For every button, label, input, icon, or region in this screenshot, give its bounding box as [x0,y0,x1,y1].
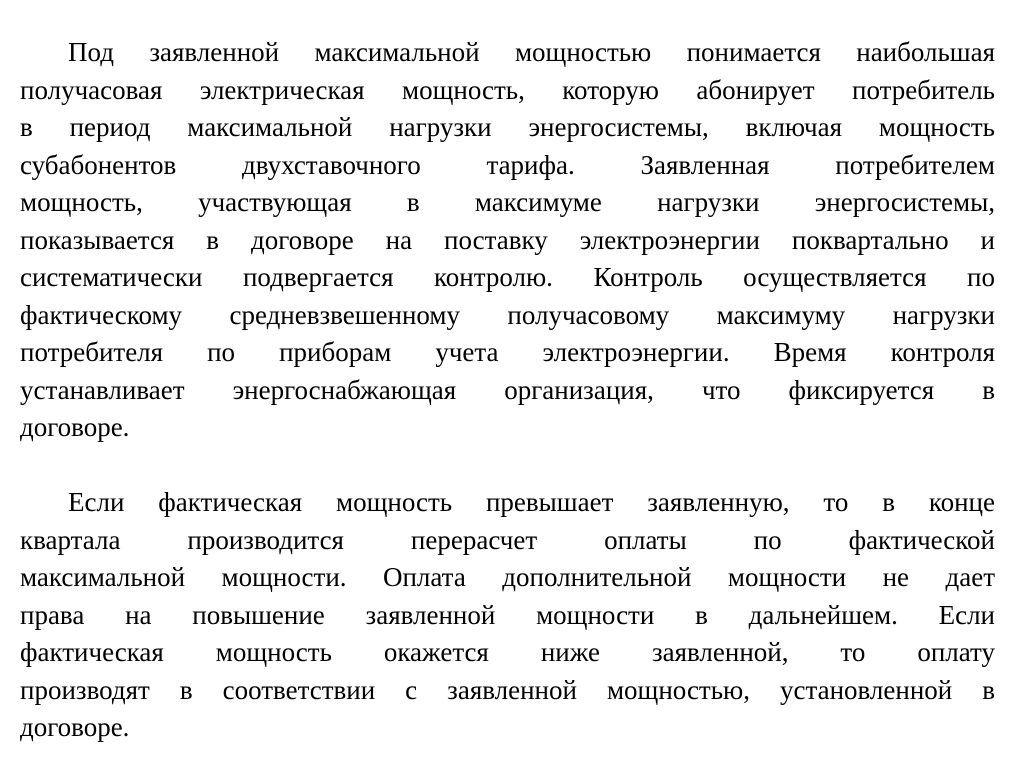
text-line: права на повышение заявленной мощности в дальнейшем. Если [20,599,995,630]
text-line: получасовая электрическая мощность, которую абонирует потребитель [20,74,995,105]
text-line: фактическая мощность окажется ниже заявленной, то оплату [20,637,995,667]
text-line: договоре. [20,712,130,742]
text-line: максимальной мощности. Оплата дополнительной мощности не дает [20,562,995,592]
text-line: фактическому средневзвешенному получасовому максимуму нагрузки [20,299,995,330]
text-line: устанавливает энергоснабжающая организация, что фиксируется в [20,374,995,405]
text-line: систематически подвергается контролю. Контроль осуществляется по [20,262,995,292]
text-line: договоре. [20,412,130,442]
text-line: показывается в договоре на поставку электроэнергии поквартально и [20,224,995,255]
text-line: в период максимальной нагрузки энергосистемы, включая мощность [20,112,995,142]
text-line: производят в соответствии с заявленной мощностью, установленной в [20,674,995,705]
text-line: Если фактическая мощность превышает заявленную, то в конце [68,487,995,517]
text-line: мощность, участвующая в максимуме нагрузки энергосистемы, [20,187,995,217]
paragraph-actual-power [20,484,995,747]
text-line: квартала производится перерасчет оплаты по фактической [20,524,995,555]
text-line: Под заявленной максимальной мощностью понимается наибольшая [68,37,995,67]
text-line: потребителя по приборам учета электроэнергии. Время контроля [20,337,995,367]
paragraph-declared-power [20,34,995,447]
text-line: субабонентов двухставочного тарифа. Заявленная потребителем [20,149,995,180]
